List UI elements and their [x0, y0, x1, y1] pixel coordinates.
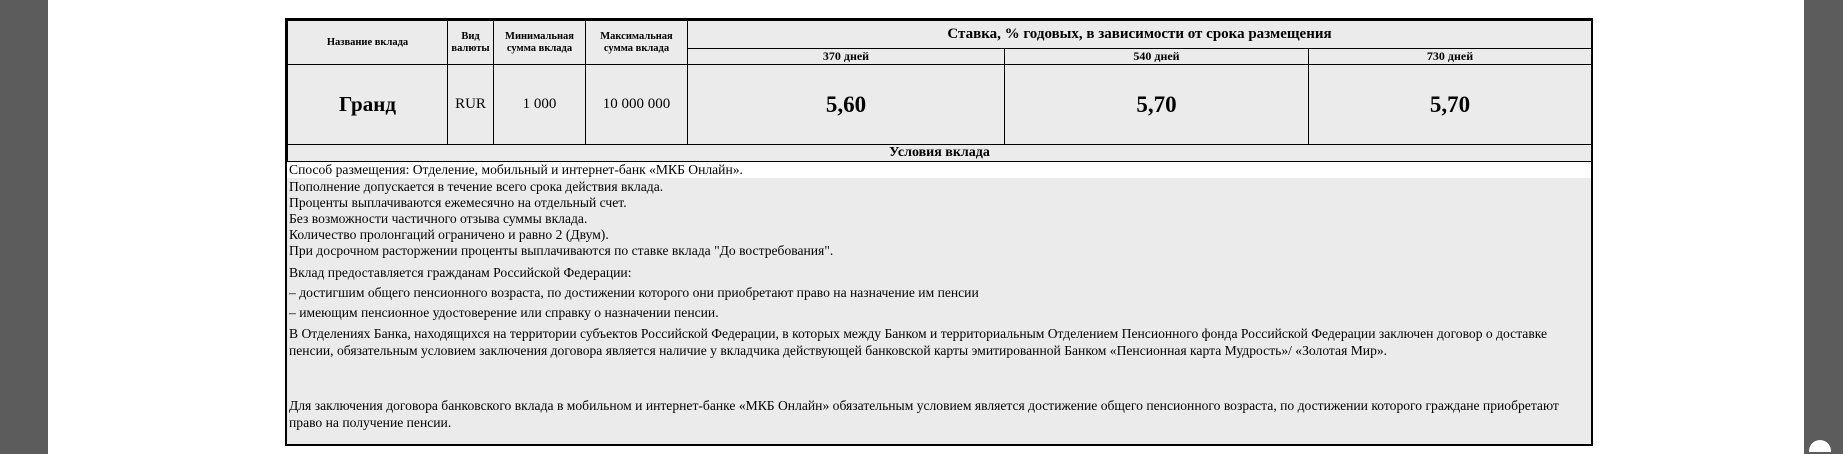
deposit-min-sum: 1 000 — [494, 65, 586, 145]
header-term-370: 370 дней — [688, 49, 1005, 65]
rate-370: 5,60 — [688, 65, 1005, 145]
condition-rule: Пополнение допускается в течение всего срока действия вклада. — [289, 179, 664, 194]
deposit-currency: RUR — [448, 65, 494, 145]
document-page — [48, 0, 1804, 454]
eligibility-item: – имеющим пенсионное удостоверение или справку о назначении пенсии. — [289, 305, 719, 320]
header-max-sum: Максимальная сумма вклада — [586, 21, 688, 65]
conditions-body — [287, 162, 1591, 431]
online-note: Для заключения договора банковского вклада в мобильном и интернет-банке «МКБ Онлайн» обязательным условием является достижение общего пенсионного возраста, по достижении которого граждане приобретают право на получение пенсии. — [289, 398, 1559, 430]
scroll-handle-icon[interactable] — [1809, 440, 1831, 452]
rate-730: 5,70 — [1309, 65, 1592, 145]
conditions-title: Условия вклада — [288, 145, 1592, 162]
header-term-730: 730 дней — [1309, 49, 1592, 65]
eligibility-intro: Вклад предоставляется гражданам Российской Федерации: — [289, 265, 632, 280]
header-term-540: 540 дней — [1005, 49, 1309, 65]
header-rate: Ставка, % годовых, в зависимости от срока размещения — [688, 21, 1592, 49]
deposit-table-block — [285, 18, 1593, 446]
deposit-rates-table — [287, 20, 1592, 162]
branches-note: В Отделениях Банка, находящихся на территории субъектов Российской Федерации, в которых между Банком и территориальным Отделением Пенсионного фонда Российской Федерации заключен договор о доставке пенсии, обязательным условием заключения договора является наличие у вкладчика действующей банковской карты эмитированной Банком «Пенсионная карта Мудрость»/ «Золотая Мир». — [289, 326, 1548, 358]
condition-rule: При досрочном расторжении проценты выплачиваются по ставке вклада "До востребования". — [289, 243, 834, 258]
header-min-sum: Минимальная сумма вклада — [494, 21, 586, 65]
deposit-max-sum: 10 000 000 — [586, 65, 688, 145]
condition-rule: Без возможности частичного отзыва суммы вклада. — [289, 211, 588, 226]
header-currency: Вид валюты — [448, 21, 494, 65]
condition-rule: Проценты выплачиваются ежемесячно на отдельный счет. — [289, 195, 627, 210]
placement-method: Способ размещения: Отделение, мобильный и интернет-банк «МКБ Онлайн». — [287, 162, 1591, 179]
condition-rule: Количество пролонгаций ограничено и равно 2 (Двум). — [289, 227, 609, 242]
header-deposit-name: Название вклада — [288, 21, 448, 65]
eligibility-item: – достигшим общего пенсионного возраста, по достижении которого они приобретают право на назначение им пенсии — [289, 285, 979, 300]
deposit-name: Гранд — [288, 65, 448, 145]
rate-540: 5,70 — [1005, 65, 1309, 145]
viewer-scrollbar[interactable] — [1804, 0, 1843, 454]
